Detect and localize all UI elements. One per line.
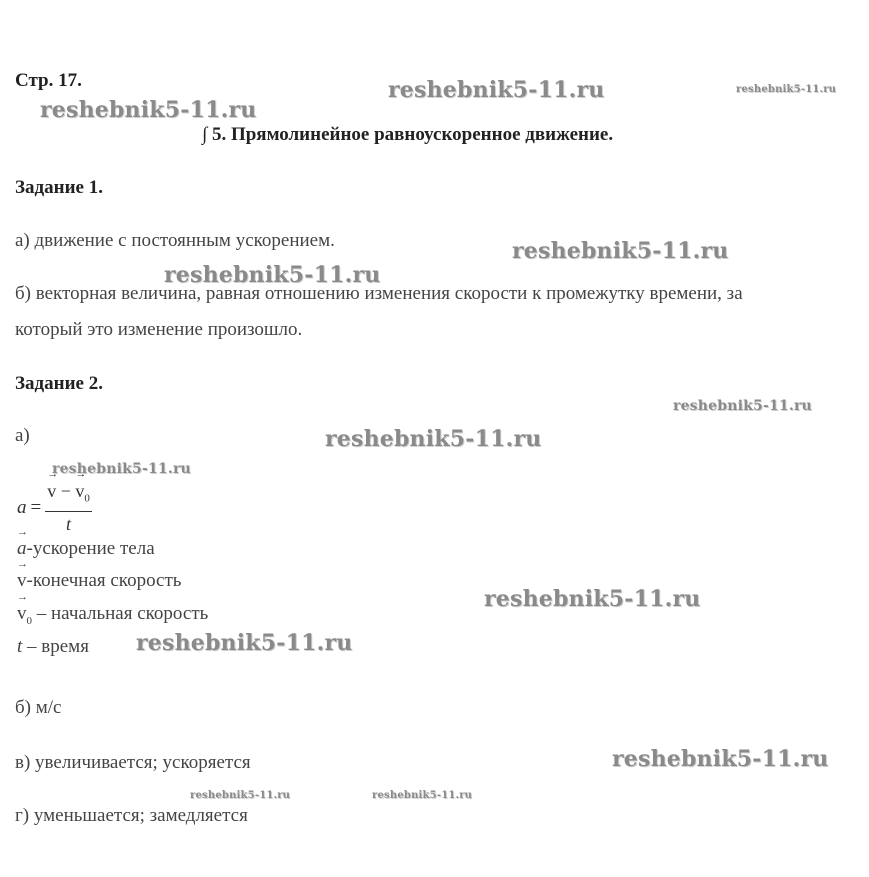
- legend-initial-velocity-symbol: → v: [17, 603, 27, 625]
- task-2-title: Задание 2.: [15, 373, 103, 394]
- watermark: reshebnik5-11.ru: [512, 238, 729, 264]
- legend-final-velocity: [17, 570, 181, 592]
- formula-final-velocity: → v: [47, 480, 56, 502]
- legend-initial-velocity-text: – начальная скорость: [32, 603, 209, 624]
- formula-minus: −: [56, 481, 76, 501]
- formula-denominator: t: [66, 513, 72, 534]
- legend-acceleration: [17, 538, 155, 560]
- watermark: reshebnik5-11.ru: [190, 790, 291, 801]
- task-1-answer-b-line1: б) векторная величина, равная отношению изменения скорости к промежутку времени, за: [15, 283, 743, 304]
- watermark: reshebnik5-11.ru: [388, 77, 605, 103]
- task-2-answer-b: б) м/с: [15, 697, 62, 718]
- watermark: reshebnik5-11.ru: [484, 586, 701, 612]
- task-1-title: Задание 1.: [15, 177, 103, 198]
- watermark: reshebnik5-11.ru: [52, 461, 191, 477]
- section-title: ∫ 5. Прямолинейное равноускоренное движение.: [202, 124, 614, 145]
- task-1-answer-a: а) движение с постоянным ускорением.: [15, 230, 335, 251]
- watermark: reshebnik5-11.ru: [136, 630, 353, 656]
- task-2-answer-a-label: а): [15, 425, 30, 446]
- formula-lhs: a: [17, 496, 27, 518]
- legend-final-velocity-symbol: → v: [17, 570, 27, 592]
- legend-acceleration-symbol: → a: [17, 538, 27, 560]
- legend-time: [17, 636, 89, 658]
- formula-equals: =: [30, 496, 42, 518]
- task-2-answer-c: в) увеличивается; ускоряется: [15, 752, 251, 773]
- formula-fraction: [45, 480, 92, 536]
- page-number: Стр. 17.: [15, 70, 82, 91]
- acceleration-formula: [17, 480, 92, 536]
- legend-acceleration-text: -ускорение тела: [26, 538, 155, 559]
- watermark: reshebnik5-11.ru: [612, 746, 829, 772]
- legend-initial-velocity: [17, 603, 208, 627]
- task-2-answer-d: г) уменьшается; замедляется: [15, 805, 248, 826]
- watermark: reshebnik5-11.ru: [673, 398, 812, 414]
- legend-final-velocity-text: -конечная скорость: [26, 570, 182, 591]
- watermark: reshebnik5-11.ru: [40, 97, 257, 123]
- legend-initial-velocity-sub: 0: [26, 614, 32, 627]
- watermark: reshebnik5-11.ru: [372, 790, 473, 801]
- watermark: reshebnik5-11.ru: [325, 426, 542, 452]
- legend-time-symbol: t: [17, 636, 23, 657]
- legend-time-text: – время: [22, 636, 89, 657]
- formula-sub-zero: 0: [84, 492, 90, 505]
- task-1-answer-b-line2: который это изменение произошло.: [15, 319, 303, 340]
- formula-initial-velocity: → v: [75, 480, 84, 502]
- watermark: reshebnik5-11.ru: [736, 84, 837, 95]
- watermark: reshebnik5-11.ru: [164, 262, 381, 288]
- formula-numerator: [45, 480, 92, 512]
